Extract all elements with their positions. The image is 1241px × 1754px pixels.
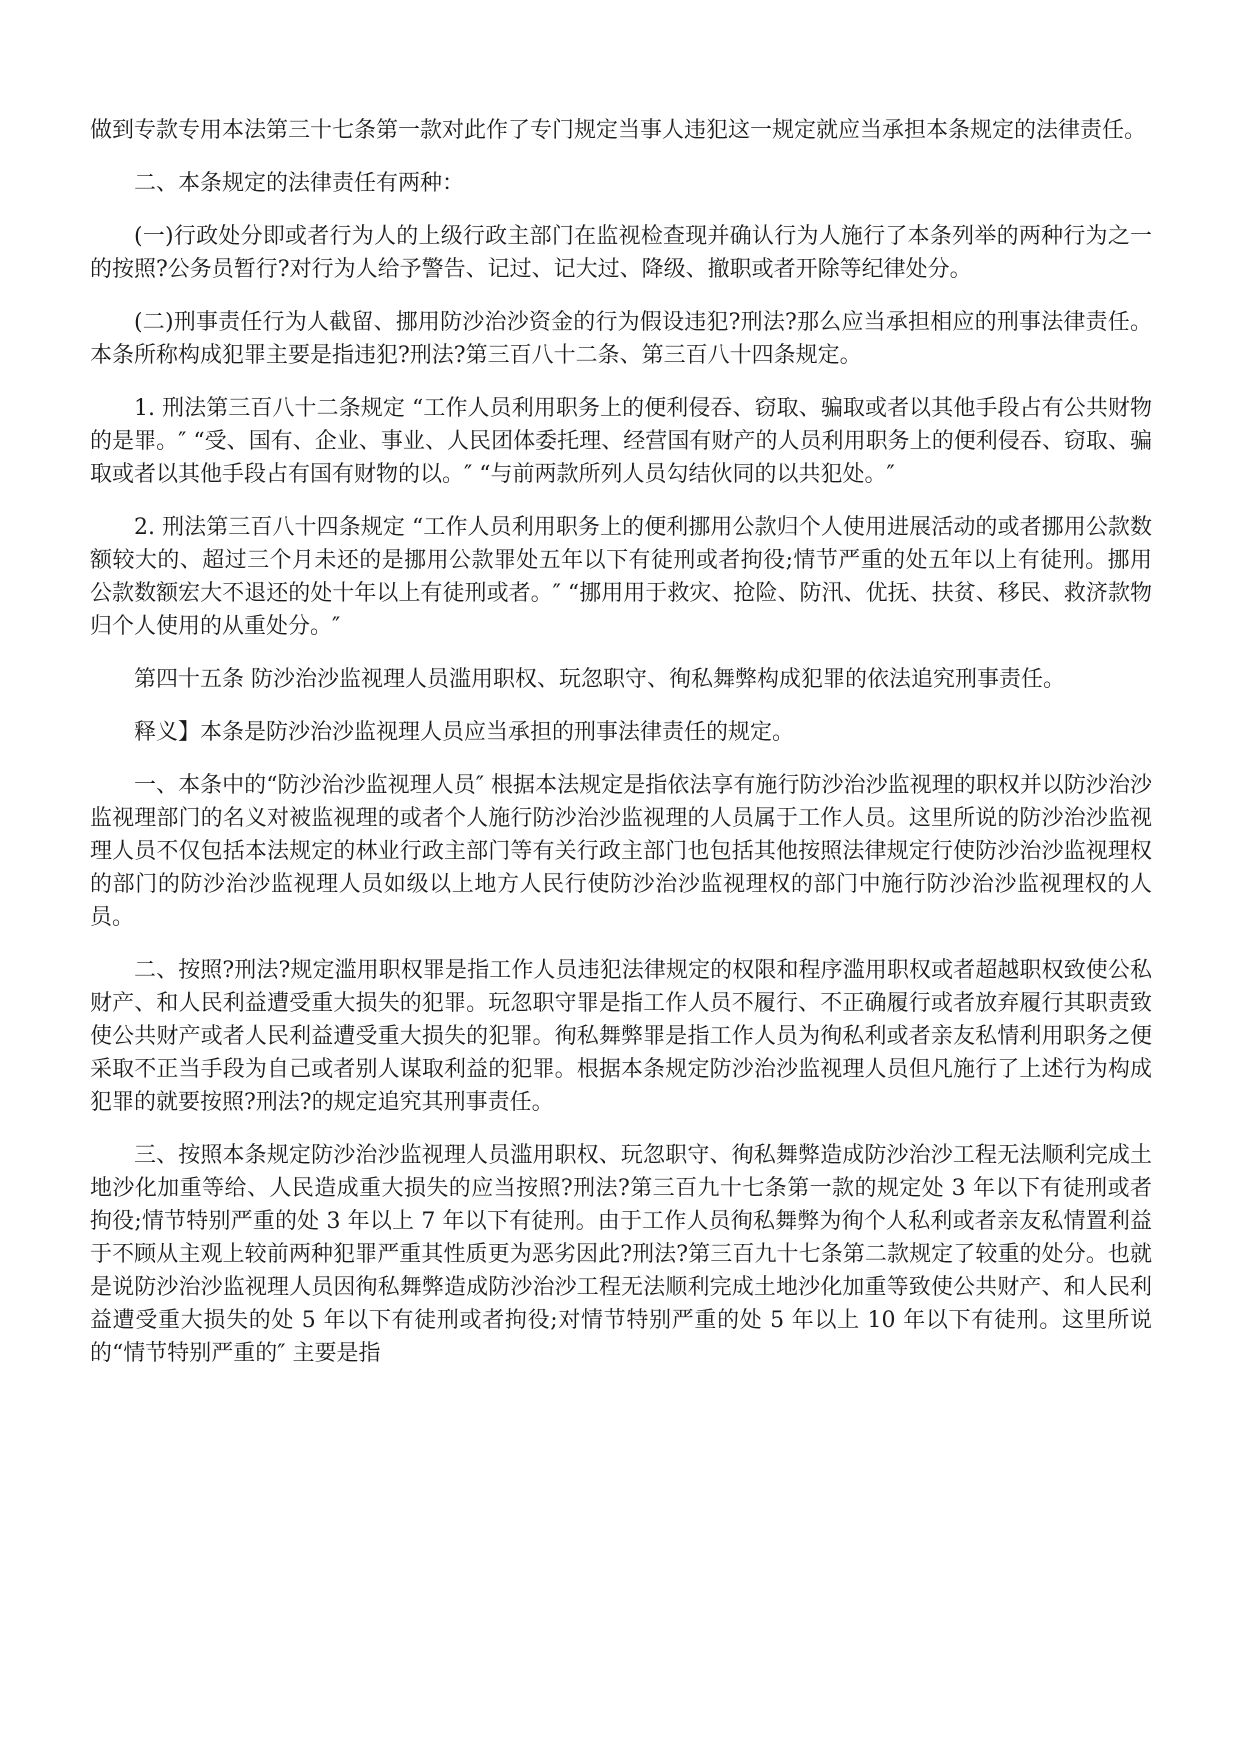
paragraph-article-45: 第四十五条 防沙治沙监视理人员滥用职权、玩忽职守、徇私舞弊构成犯罪的依法追究刑事责任。 — [134, 667, 1065, 692]
paragraph-interpretation: 释义】本条是防沙治沙监视理人员应当承担的刑事法律责任的规定。 — [134, 720, 795, 745]
paragraph-continuation: 做到专款专用本法第三十七条第一款对此作了专门规定当事人违犯这一规定就应当承担本条规定的法律责任。 — [90, 118, 1147, 143]
paragraph-crime-definitions: 二、按照?刑法?规定滥用职权罪是指工作人员违犯法律规定的权限和程序滥用职权或者超越职权致使公私财产、和人民利益遭受重大损失的犯罪。玩忽职守罪是指工作人员不履行、不正确履行或者放弃履行其职责致使公共财产或者人民利益遭受重大损失的犯罪。徇私舞弊罪是指工作人员为徇私利或者亲友私情利用职务之便采取不正当手段为自己或者别人谋取利益的犯罪。根据本条规定防沙治沙监视理人员但凡施行了上述行为构成犯罪的就要按照?刑法?的规定追究其刑事责任。 — [90, 958, 1152, 1115]
document-page — [90, 114, 1152, 1390]
paragraph-section-two-heading: 二、本条规定的法律责任有两种： — [134, 171, 465, 196]
paragraph-administrative-sanction: (一)行政处分即或者行为人的上级行政主部门在监视检查现并确认行为人施行了本条列举的两种行为之一的按照?公务员暂行?对行为人给予警告、记过、记大过、降级、撤职或者开除等纪律处分。 — [90, 224, 1152, 282]
paragraph-criminal-liability: (二)刑事责任行为人截留、挪用防沙治沙资金的行为假设违犯?刑法?那么应当承担相应的刑事法律责任。本条所称构成犯罪主要是指违犯?刑法?第三百八十二条、第三百八十四条规定。 — [90, 310, 1152, 368]
paragraph-article-384: 2. 刑法第三百八十四条规定 “工作人员利用职务上的便利挪用公款归个人使用进展活动的或者挪用公款数额较大的、超过三个月未还的是挪用公款罪处五年以下有徒刑或者拘役;情节严重的处五年以上有徒刑。挪用公款数额宏大不退还的处十年以上有徒刑或者。″ “挪用用于救灾、抢险、防汛、优抚、扶贫、移民、救济款物归个人使用的从重处分。″ — [90, 515, 1152, 639]
paragraph-article-382: 1. 刑法第三百八十二条规定 “工作人员利用职务上的便利侵吞、窃取、骗取或者以其他手段占有公共财物的是罪。″ “受、国有、企业、事业、人民团体委托理、经营国有财产的人员利用职务上的便利侵吞、窃取、骗取或者以其他手段占有国有财物的以。″ “与前两款所列人员勾结伙同的以共犯处。″ — [90, 396, 1152, 487]
paragraph-personnel-definition: 一、本条中的“防沙治沙监视理人员″ 根据本法规定是指依法享有施行防沙治沙监视理的职权并以防沙治沙监视理部门的名义对被监视理的或者个人施行防沙治沙监视理的人员属于工作人员。这里所说的防沙治沙监视理人员不仅包括本法规定的林业行政主部门等有关行政主部门也包括其他按照法律规定行使防沙治沙监视理权的部门的防沙治沙监视理人员如级以上地方人民行使防沙治沙监视理权的部门中施行防沙治沙监视理权的人员。 — [90, 773, 1152, 930]
paragraph-penalties: 三、按照本条规定防沙治沙监视理人员滥用职权、玩忽职守、徇私舞弊造成防沙治沙工程无法顺利完成土地沙化加重等给、人民造成重大损失的应当按照?刑法?第三百九十七条第一款的规定处 3 年以下有徒刑或者拘役;情节特别严重的处 3 年以上 7 年以下有徒刑。由于工作人员徇私舞弊为徇个人私利或者亲友私情置利益于不顾从主观上较前两种犯罪严重其性质更为恶劣因此?刑法?第三百九十七条第二款规定了较重的处分。也就是说防沙治沙监视理人员因徇私舞弊造成防沙治沙工程无法顺利完成土地沙化加重等致使公共财产、和人民利益遭受重大损失的处 5 年以下有徒刑或者拘役;对情节特别严重的处 5 年以上 10 年以下有徒刑。这里所说的“情节特别严重的″ 主要是指 — [90, 1143, 1152, 1366]
